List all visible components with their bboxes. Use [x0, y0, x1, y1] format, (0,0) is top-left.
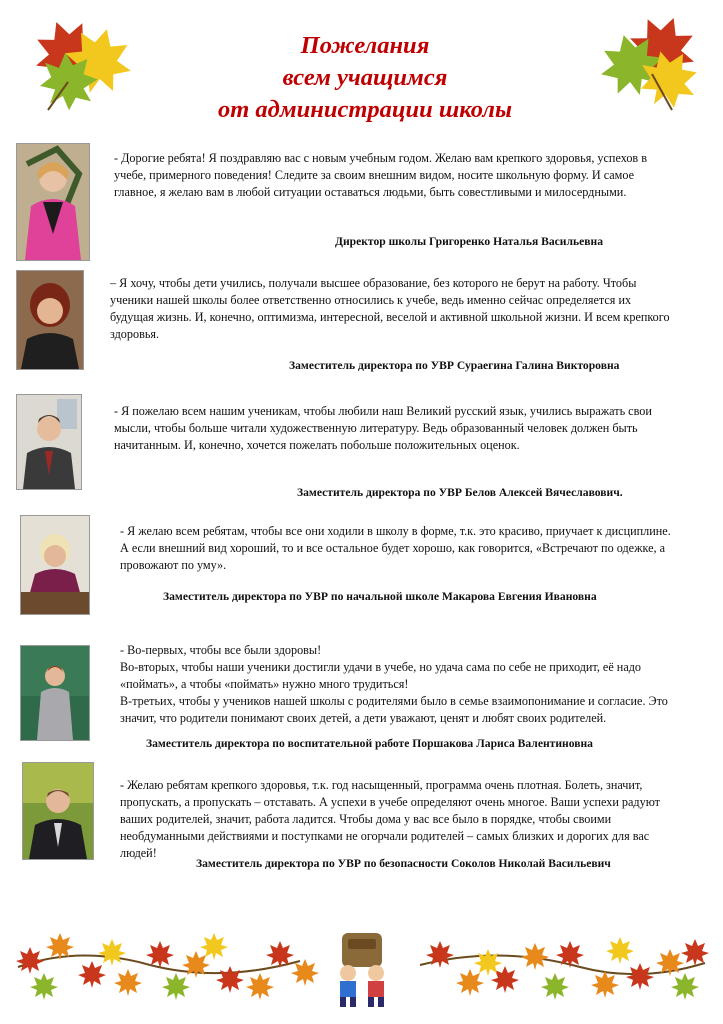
title-line-1: Пожелания	[300, 32, 430, 59]
wish-text-5	[120, 642, 680, 727]
photo-deputy-suraegina	[16, 270, 84, 370]
wish-text-4: - Я желаю всем ребятам, чтобы все они ходили в школу в форме, т.к. это красиво, приучает к дисциплине. А если внешний вид хороший, то и все остальное будет хорошо, как говорится, «Встречают по одежке, а провожают по уму».	[120, 524, 671, 572]
signature-6: Заместитель директора по УВР по безопасности Соколов Николай Васильевич	[196, 857, 611, 870]
photo-deputy-sokolov	[22, 762, 94, 860]
wish-5-line-2: Во-вторых, чтобы наши ученики достигли удачи в учебе, но удача сама по себе не приходит, её надо «поймать», а чтобы «поймать» нужно много трудиться!	[120, 660, 642, 691]
title-line-2: всем учащимся	[282, 64, 448, 91]
photo-director	[16, 143, 90, 261]
signature-2: Заместитель директора по УВР Сураегина Галина Викторовна	[289, 359, 620, 372]
photo-deputy-makarova	[20, 515, 90, 615]
photo-deputy-porshakova	[20, 645, 90, 741]
autumn-leaves-top-right-icon	[592, 14, 702, 114]
autumn-leaves-top-left-icon	[28, 14, 138, 114]
autumn-leaves-border-icon	[0, 925, 723, 1010]
signature-1: Директор школы Григоренко Наталья Васильевна	[335, 235, 604, 248]
page-title	[150, 30, 580, 126]
wish-text-2: – Я хочу, чтобы дети учились, получали высшее образование, без которого не берут на работу. Чтобы ученики нашей школы более ответственно относились к учебе, ведь именно сейчас определяется их будущая жизнь. И, конечно, оптимизма, интересной, веселой и активной школьной жизни. И всем крепкого здоровья.	[110, 276, 670, 341]
children-backpack-icon	[340, 933, 384, 1007]
wish-5-line-3: В-третьих, чтобы у учеников нашей школы с родителями было в семье взаимопонимание и согласие. Это значит, что родители понимают своих детей, а дети уважают, ценят и любят своих родителей.	[120, 694, 668, 725]
wish-text-3: - Я пожелаю всем нашим ученикам, чтобы любили наш Великий русский язык, учились выражать свои мысли, чтобы больше читали художественную литературу. Ведь образованный человек должен быть начитанным. И, конечно, хочется пожелать побольше положительных оценок.	[114, 404, 652, 452]
wish-text-1: - Дорогие ребята! Я поздравляю вас с новым учебным годом. Желаю вам крепкого здоровья, успехов в учебе, примерного поведения! Следите за своим внешним видом, носите школьную форму. И самое главное, я желаю вам в любой ситуации оставаться людьми, быть совестливыми и милосердными.	[114, 151, 647, 199]
title-line-3: от администрации школы	[217, 96, 512, 123]
signature-3: Заместитель директора по УВР Белов Алексей Вячеславович.	[297, 486, 623, 499]
photo-deputy-belov	[16, 394, 82, 490]
wish-5-line-1: - Во-первых, чтобы все были здоровы!	[120, 643, 322, 657]
signature-5: Заместитель директора по воспитательной работе Поршакова Лариса Валентиновна	[146, 737, 593, 750]
signature-4: Заместитель директора по УВР по начальной школе Макарова Евгения Ивановна	[163, 590, 597, 603]
wish-text-6: - Желаю ребятам крепкого здоровья, т.к. год насыщенный, программа очень плотная. Болеть, значит, пропускать, а пропускать – отставать. А успехи в учебе определяют очень многое. Ваши успехи радуют ваших родителей, значит, работа ладится. Чтобы дома у вас все было в порядке, чтобы своими необдуманными действиями и поступками не огорчали родителей – самых близких и дорогих для вас людей!	[120, 778, 661, 860]
